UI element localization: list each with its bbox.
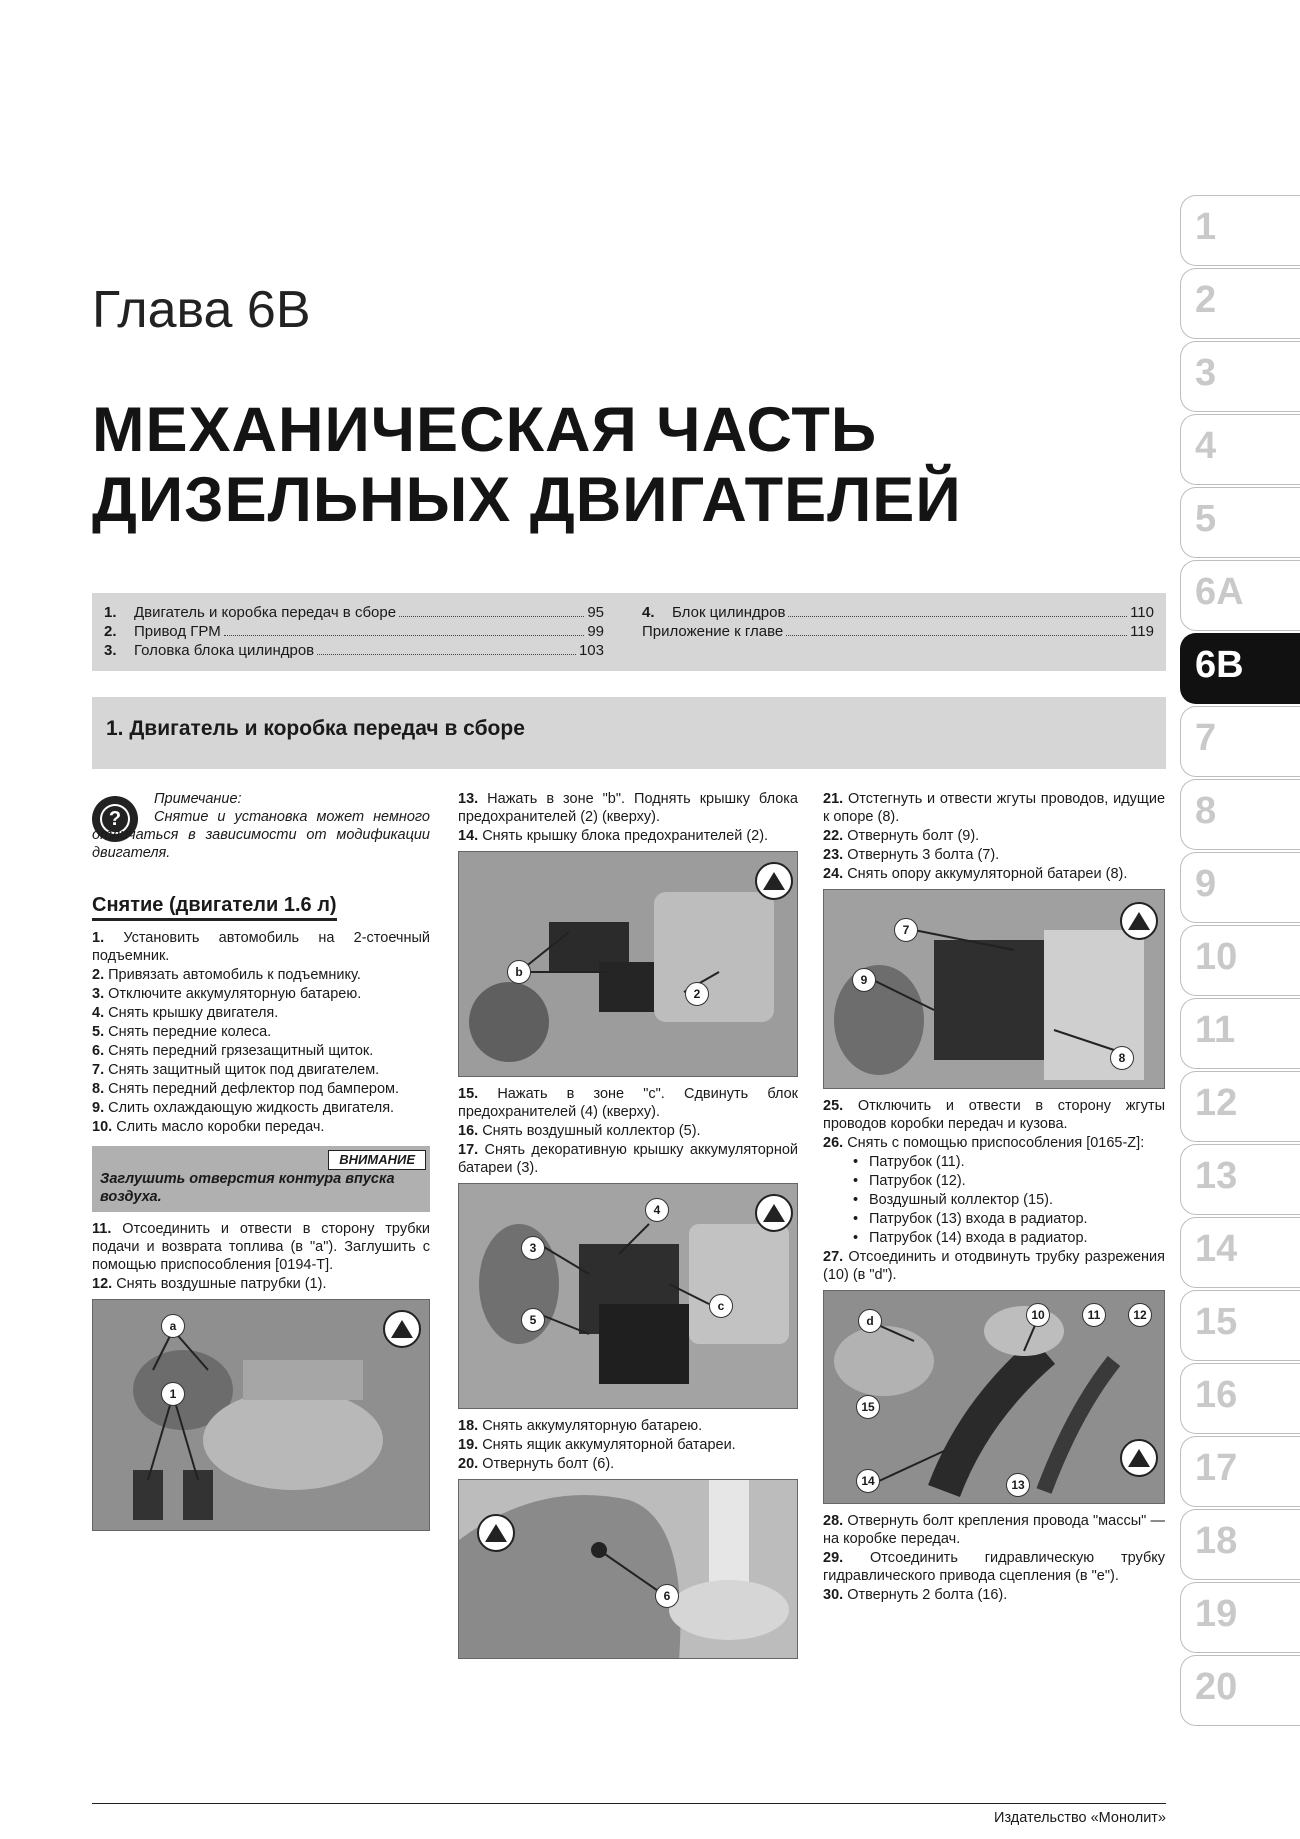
step-number: 19.: [458, 1437, 479, 1453]
toc-page-number: 119: [1130, 623, 1154, 640]
chapter-tab-16[interactable]: 16: [1180, 1363, 1300, 1434]
step-number: 9.: [92, 1100, 105, 1116]
section-heading: 1. Двигатель и коробка передач в сборе: [92, 697, 1166, 769]
photo-callout: 15: [856, 1395, 880, 1419]
brand-logo-icon: [477, 1514, 515, 1552]
photo-callout: 14: [856, 1469, 880, 1493]
text-column-1: [92, 790, 430, 1539]
bullet-item: • Воздушный коллектор (15).: [823, 1191, 1165, 1209]
step-text: Отсоединить гидравлическую трубку гидравлического привода сцепления (в "е").: [823, 1550, 1166, 1584]
photo-callout: 9: [852, 968, 876, 992]
chapter-tab-15[interactable]: 15: [1180, 1290, 1300, 1361]
step-text: Отвернуть болт крепления провода "массы" — на коробке передач.: [823, 1513, 1165, 1547]
step-text: Снять воздушные патрубки (1).: [116, 1276, 327, 1292]
photo-callout: 8: [1110, 1046, 1134, 1070]
air-pipes-photo: [823, 1290, 1165, 1504]
step-item: [458, 1455, 798, 1473]
bullet-item: • Патрубок (13) входа в радиатор.: [823, 1210, 1165, 1228]
step-number: 24.: [823, 866, 844, 882]
step-text: Слить масло коробки передач.: [116, 1119, 325, 1135]
footer-rule: [92, 1803, 1166, 1804]
fuse-block-photo-drawing: [459, 1184, 798, 1409]
bolt-photo-drawing: [459, 1480, 798, 1659]
step-item: [92, 1004, 430, 1022]
engine-photo-drawing: [93, 1300, 430, 1531]
step-number: 16.: [458, 1123, 479, 1139]
step-text: Отвернуть болт (9).: [847, 828, 980, 844]
step-item: [823, 1549, 1165, 1585]
step-text: Нажать в зоне "с". Сдвинуть блок предохранителей (4) (кверху).: [458, 1086, 799, 1120]
step-text: Снять аккумуляторную батарею.: [482, 1418, 703, 1434]
toc-entry[interactable]: [104, 623, 604, 642]
toc-leader-dots: [399, 616, 584, 617]
chapter-tabs: [1180, 195, 1300, 1728]
photo-callout: a: [161, 1314, 185, 1338]
step-item: [823, 865, 1165, 883]
toc-entry[interactable]: [104, 604, 604, 623]
step-number: 8.: [92, 1081, 105, 1097]
step-list: [823, 1248, 1165, 1284]
step-text: Нажать в зоне "b". Поднять крышку блока предохранителей (2) (кверху).: [458, 791, 799, 825]
photo-callout: 10: [1026, 1303, 1050, 1327]
step-text: Снять передний дефлектор под бампером.: [108, 1081, 400, 1097]
photo-callout: 12: [1128, 1303, 1152, 1327]
step-number: 10.: [92, 1119, 113, 1135]
toc-page-number: 95: [587, 604, 604, 621]
step-item: [823, 1512, 1165, 1548]
step-item: [92, 1275, 430, 1293]
note-box: [92, 790, 430, 878]
step-text: Отвернуть 3 болта (7).: [847, 847, 1000, 863]
step-text: Отвернуть 2 болта (16).: [847, 1587, 1008, 1603]
chapter-tab-20[interactable]: 20: [1180, 1655, 1300, 1726]
step-text: Снять передние колеса.: [108, 1024, 272, 1040]
step-text: Снять с помощью приспособления [0165-Z]:: [847, 1135, 1145, 1151]
toc-leader-dots: [788, 616, 1127, 617]
step-text: Отсоединить и отвести в сторону трубки подачи и возврата топлива (в "а"). Заглушить с помощью приспособления [0194-Т].: [92, 1221, 430, 1273]
bullet-list: [823, 1153, 1165, 1247]
step-item: [92, 966, 430, 984]
step-number: 20.: [458, 1456, 479, 1472]
chapter-tab-9[interactable]: 9: [1180, 852, 1300, 923]
step-number: 18.: [458, 1418, 479, 1434]
step-item: [458, 827, 798, 845]
chapter-tab-10[interactable]: 10: [1180, 925, 1300, 996]
chapter-tab-18[interactable]: 18: [1180, 1509, 1300, 1580]
photo-callout: 2: [685, 982, 709, 1006]
toc-leader-dots: [224, 635, 585, 636]
step-item: [823, 1134, 1165, 1152]
engine-photo: [92, 1299, 430, 1531]
photo-callout: b: [507, 960, 531, 984]
toc-number: 2.: [104, 623, 117, 640]
fuse-box-photo: [458, 851, 798, 1077]
page-title-line-1: МЕХАНИЧЕСКАЯ ЧАСТЬ: [92, 395, 878, 465]
chapter-label: Глава 6В: [92, 281, 311, 339]
step-text: Снять опору аккумуляторной батареи (8).: [847, 866, 1128, 882]
toc-page-number: 103: [578, 642, 604, 659]
step-text: Снять воздушный коллектор (5).: [482, 1123, 701, 1139]
toc-page-number: 99: [587, 623, 604, 640]
step-text: Снять ящик аккумуляторной батареи.: [482, 1437, 736, 1453]
step-list: [823, 1512, 1165, 1604]
step-number: 29.: [823, 1550, 844, 1566]
chapter-tab-14[interactable]: 14: [1180, 1217, 1300, 1288]
toc-page-number: 110: [1130, 604, 1154, 621]
step-number: 28.: [823, 1513, 844, 1529]
chapter-tab-5[interactable]: 5: [1180, 487, 1300, 558]
step-number: 17.: [458, 1142, 479, 1158]
step-text: Снять крышку блока предохранителей (2).: [482, 828, 769, 844]
step-number: 23.: [823, 847, 844, 863]
step-item: [92, 929, 430, 965]
step-number: 15.: [458, 1086, 479, 1102]
chapter-tab-13[interactable]: 13: [1180, 1144, 1300, 1215]
step-text: Отвернуть болт (6).: [482, 1456, 615, 1472]
step-text: Установить автомобиль на 2-стоечный подъемник.: [92, 930, 430, 964]
step-text: Снять передний грязезащитный щиток.: [108, 1043, 374, 1059]
step-number: 6.: [92, 1043, 105, 1059]
step-number: 30.: [823, 1587, 844, 1603]
step-item: [458, 790, 798, 826]
photo-callout: 11: [1082, 1303, 1106, 1327]
toc-title: Головка блока цилиндров: [134, 642, 315, 659]
bullet-item: • Патрубок (14) входа в радиатор.: [823, 1229, 1165, 1247]
toc-entry[interactable]: [642, 623, 1154, 642]
toc-right-column: [642, 604, 1154, 642]
step-item: [823, 827, 1165, 845]
step-text: Снять декоративную крышку аккумуляторной батареи (3).: [458, 1142, 799, 1176]
step-list: [458, 1417, 798, 1473]
step-item: [92, 1220, 430, 1274]
photo-callout: d: [858, 1309, 882, 1333]
step-item: [92, 1118, 430, 1136]
brand-logo-icon: [1120, 902, 1158, 940]
step-list: [92, 1220, 430, 1293]
brand-logo-icon: [755, 862, 793, 900]
toc-leader-dots: [317, 654, 576, 655]
step-number: 4.: [92, 1005, 105, 1021]
toc-entry[interactable]: [104, 642, 604, 661]
subsection-heading: Снятие (двигатели 1.6 л): [92, 896, 337, 921]
text-column-2: [458, 790, 798, 1667]
step-number: 13.: [458, 791, 479, 807]
toc-left-column: [104, 604, 604, 661]
step-item: [458, 1085, 798, 1121]
toc-number: 1.: [104, 604, 117, 621]
step-item: [458, 1141, 798, 1177]
table-of-contents: [92, 593, 1166, 671]
step-list: [458, 790, 798, 845]
step-list: [458, 1085, 798, 1177]
warning-tag: ВНИМАНИЕ: [328, 1150, 426, 1170]
photo-callout: 3: [521, 1236, 545, 1260]
note-text: Снятие и установка может немного отличаться в зависимости от модификации двигателя.: [92, 809, 430, 861]
page-title-line-2: ДИЗЕЛЬНЫХ ДВИГАТЕЛЕЙ: [92, 465, 962, 535]
step-number: 1.: [92, 930, 105, 946]
step-text: Слить охлаждающую жидкость двигателя.: [108, 1100, 395, 1116]
step-number: 2.: [92, 967, 105, 983]
lightbulb-icon: ?: [92, 796, 138, 842]
text-column-3: [823, 790, 1165, 1605]
step-item: [92, 1080, 430, 1098]
step-item: [92, 1061, 430, 1079]
bolt-photo: [458, 1479, 798, 1659]
bullet-item: • Патрубок (11).: [823, 1153, 1165, 1171]
brand-logo-icon: [383, 1310, 421, 1348]
page-title: [92, 395, 962, 535]
battery-support-photo: [823, 889, 1165, 1089]
step-item: [458, 1436, 798, 1454]
chapter-tab-6a[interactable]: 6A: [1180, 560, 1300, 631]
step-number: 27.: [823, 1249, 844, 1265]
step-list: [92, 929, 430, 1136]
step-number: 3.: [92, 986, 105, 1002]
step-text: Отключить и отвести в сторону жгуты проводов коробки передач и кузова.: [823, 1098, 1166, 1132]
photo-callout: 4: [645, 1198, 669, 1222]
warning-box: [92, 1146, 430, 1212]
bullet-item: • Патрубок (12).: [823, 1172, 1165, 1190]
chapter-tab-7[interactable]: 7: [1180, 706, 1300, 777]
step-item: [458, 1417, 798, 1435]
step-text: Отстегнуть и отвести жгуты проводов, идущие к опоре (8).: [823, 791, 1166, 825]
photo-callout: 6: [655, 1584, 679, 1608]
step-number: 14.: [458, 828, 479, 844]
step-text: Снять крышку двигателя.: [108, 1005, 279, 1021]
warning-text: Заглушить отверстия контура впуска воздуха.: [100, 1171, 395, 1205]
photo-callout: 5: [521, 1308, 545, 1332]
brand-logo-icon: [755, 1194, 793, 1232]
toc-title: Двигатель и коробка передач в сборе: [134, 604, 397, 621]
chapter-tab-11[interactable]: 11: [1180, 998, 1300, 1069]
chapter-tab-4[interactable]: 4: [1180, 414, 1300, 485]
step-text: Снять защитный щиток под двигателем.: [108, 1062, 380, 1078]
step-number: 12.: [92, 1276, 113, 1292]
chapter-tab-17[interactable]: 17: [1180, 1436, 1300, 1507]
publisher-footer: Издательство «Монолит»: [994, 1810, 1166, 1826]
step-text: Отключите аккумуляторную батарею.: [108, 986, 362, 1002]
step-item: [92, 1099, 430, 1117]
step-item: [92, 985, 430, 1003]
toc-title: Приложение к главе: [642, 623, 784, 640]
brand-logo-icon: [1120, 1439, 1158, 1477]
step-number: 11.: [92, 1221, 112, 1237]
step-item: [823, 846, 1165, 864]
toc-leader-dots: [786, 635, 1127, 636]
step-text: Отсоединить и отодвинуть трубку разрежения (10) (в "d").: [823, 1249, 1166, 1283]
toc-entry[interactable]: [642, 604, 1154, 623]
step-item: [92, 1042, 430, 1060]
photo-callout: c: [709, 1294, 733, 1318]
chapter-tab-6b[interactable]: 6B: [1180, 633, 1300, 704]
note-heading: Примечание:: [154, 791, 242, 807]
toc-number: 4.: [642, 604, 655, 621]
step-text: Привязать автомобиль к подъемнику.: [108, 967, 361, 983]
step-item: [823, 1097, 1165, 1133]
step-item: [92, 1023, 430, 1041]
chapter-tab-19[interactable]: 19: [1180, 1582, 1300, 1653]
step-number: 26.: [823, 1135, 844, 1151]
step-list: [823, 1097, 1165, 1152]
fuse-block-photo: [458, 1183, 798, 1409]
step-number: 7.: [92, 1062, 105, 1078]
toc-title: Привод ГРМ: [134, 623, 221, 640]
photo-callout: 1: [161, 1382, 185, 1406]
chapter-tab-3[interactable]: 3: [1180, 341, 1300, 412]
step-number: 25.: [823, 1098, 844, 1114]
step-number: 22.: [823, 828, 844, 844]
chapter-tab-2[interactable]: 2: [1180, 268, 1300, 339]
toc-title: Блок цилиндров: [672, 604, 786, 621]
step-number: 5.: [92, 1024, 105, 1040]
chapter-tab-1[interactable]: 1: [1180, 195, 1300, 266]
step-item: [823, 790, 1165, 826]
step-number: 21.: [823, 791, 844, 807]
toc-number: 3.: [104, 642, 117, 659]
photo-callout: 7: [894, 918, 918, 942]
chapter-tab-12[interactable]: 12: [1180, 1071, 1300, 1142]
step-item: [458, 1122, 798, 1140]
step-item: [823, 1248, 1165, 1284]
photo-callout: 13: [1006, 1473, 1030, 1497]
step-item: [823, 1586, 1165, 1604]
step-list: [823, 790, 1165, 883]
chapter-tab-8[interactable]: 8: [1180, 779, 1300, 850]
